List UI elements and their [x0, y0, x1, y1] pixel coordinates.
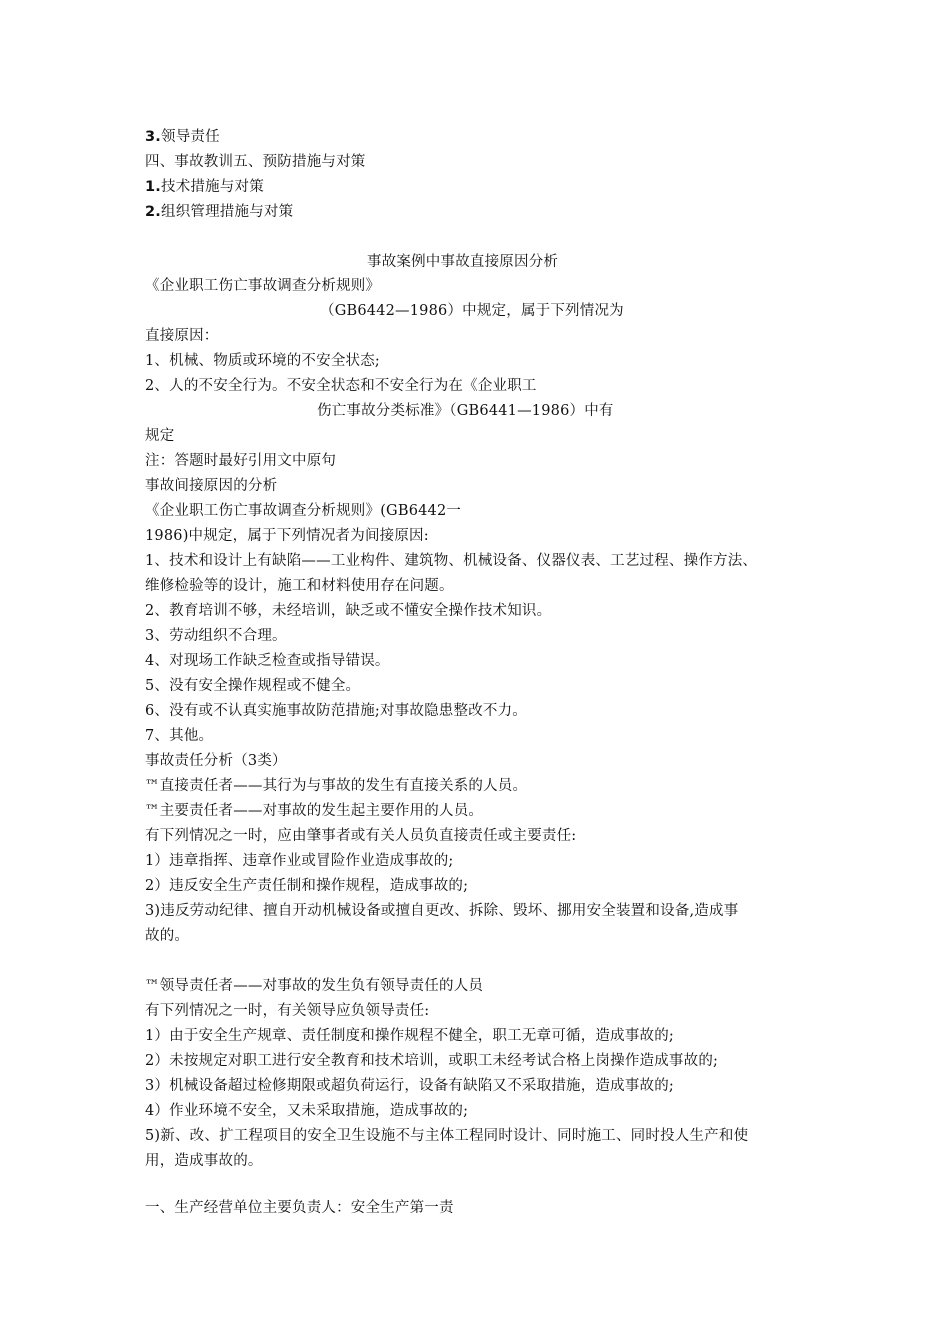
list-item: ™主要责任者——对事故的发生起主要作用的人员。	[145, 803, 484, 819]
text-line: 伤亡事故分类标准》（GB6441—1986）中有	[317, 403, 614, 419]
list-item: 3、劳动组织不合理。	[145, 628, 287, 644]
text-line: 1986)中规定，属于下列情况者为间接原因:	[145, 528, 429, 544]
section-title-principal: 一、生产经营单位主要负责人：安全生产第一责	[145, 1200, 454, 1216]
text-line: 有下列情况之一时，有关领导应负领导责任:	[145, 1003, 430, 1019]
list-item-leadership-responsibility: 3.领导责任	[145, 129, 220, 145]
list-item: ™领导责任者——对事故的发生负有领导责任的人员	[145, 978, 484, 994]
list-item: 1）违章指挥、违章作业或冒险作业造成事故的;	[145, 853, 454, 869]
text-line: 直接原因：	[145, 328, 219, 344]
list-item: 3)违反劳动纪律、擅自开动机械设备或擅自更改、拆除、毁坏、挪用安全装置和设备,造成事	[145, 903, 739, 919]
list-item: 7、其他。	[145, 728, 214, 744]
list-item: 1、机械、物质或环境的不安全状态;	[145, 353, 381, 369]
text-line: （GB6442—1986）中规定，属于下列情况为	[320, 303, 624, 319]
list-item: 2、人的不安全行为。不安全状态和不安全行为在《企业职工	[145, 378, 537, 394]
list-item: 维修检验等的设计，施工和材料使用存在问题。	[145, 578, 454, 594]
section-title-responsibility: 事故责任分析（3类）	[145, 753, 287, 769]
list-item: 故的。	[145, 928, 190, 944]
text-line: 《企业职工伤亡事故调查分析规则》(GB6442一	[145, 503, 462, 519]
text-line: 《企业职工伤亡事故调查分析规则》	[145, 278, 381, 294]
text-line: 有下列情况之一时，应由肇事者或有关人员负直接责任或主要责任:	[145, 828, 577, 844]
list-item: 2、教育培训不够，未经培训，缺乏或不懂安全操作技术知识。	[145, 603, 552, 619]
note-line: 注：答题时最好引用文中原句	[145, 453, 337, 469]
list-item: 1）由于安全生产规章、责任制度和操作规程不健全，职工无章可循，造成事故的;	[145, 1028, 675, 1044]
list-item: 3）机械设备超过检修期限或超负荷运行，设备有缺陷又不采取措施，造成事故的;	[145, 1078, 675, 1094]
list-item-technical-measures: 1.技术措施与对策	[145, 179, 264, 195]
list-item: 用，造成事故的。	[145, 1153, 263, 1169]
list-item: 1、技术和设计上有缺陷——工业构件、建筑物、机械设备、仪器仪表、工艺过程、操作方法、	[145, 553, 758, 569]
list-item: ™直接责任者——其行为与事故的发生有直接关系的人员。	[145, 778, 528, 794]
list-item: 4、对现场工作缺乏检查或指导错误。	[145, 653, 390, 669]
text-line: 规定	[145, 428, 175, 444]
list-item: 4）作业环境不安全，又未采取措施，造成事故的;	[145, 1103, 469, 1119]
list-item-management-measures: 2.组织管理措施与对策	[145, 204, 294, 220]
list-item: 5)新、改、扩工程项目的安全卫生设施不与主体工程同时设计、同时施工、同时投人生产和使	[145, 1128, 749, 1144]
section-title-indirect-causes: 事故间接原因的分析	[145, 478, 278, 494]
section-lessons-prevention: 四、事故教训五、预防措施与对策	[145, 154, 366, 170]
list-item: 2）未按规定对职工进行安全教育和技术培训，或职工未经考试合格上岗操作造成事故的;	[145, 1053, 719, 1069]
list-item: 5、没有安全操作规程或不健全。	[145, 678, 361, 694]
list-item: 6、没有或不认真实施事故防范措施;对事故隐患整改不力。	[145, 703, 528, 719]
section-title-direct-causes: 事故案例中事故直接原因分析	[367, 254, 559, 270]
list-item: 2）违反安全生产责任制和操作规程，造成事故的;	[145, 878, 469, 894]
